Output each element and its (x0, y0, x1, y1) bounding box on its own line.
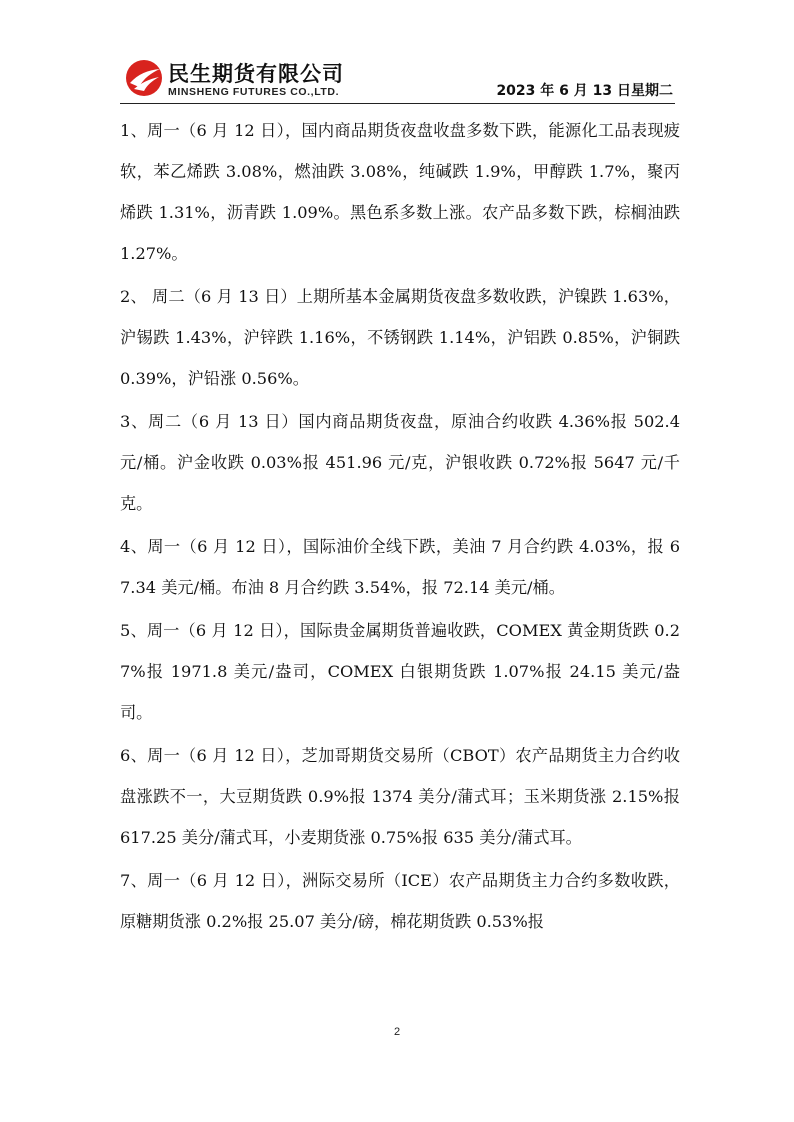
company-name-cn: 民生期货有限公司 (168, 62, 344, 86)
news-item-5: 5、周一（6 月 12 日），国际贵金属期货普遍收跌，COMEX 黄金期货跌 0.27%报 1971.8 美元/盎司，COMEX 白银期货跌 1.07%报 24.15 美元/盎司。 (120, 621, 680, 722)
news-item-2: 2、 周二（6 月 13 日）上期所基本金属期货夜盘多数收跌，沪镍跌 1.63%，沪锡跌 1.43%，沪锌跌 1.16%，不锈钢跌 1.14%，沪铝跌 0.85%，沪铜跌 0.39%，沪铅涨 0.56%。 (120, 287, 680, 388)
news-item-1: 1、周一（6 月 12 日），国内商品期货夜盘收盘多数下跌，能源化工品表现疲软，苯乙烯跌 3.08%，燃油跌 3.08%，纯碱跌 1.9%，甲醇跌 1.7%，聚丙烯跌 1.31%，沥青跌 1.09%。黑色系多数上涨。农产品多数下跌，棕榈油跌 1.27%。 (120, 121, 680, 263)
news-list (120, 110, 680, 944)
news-item-3: 3、周二（6 月 13 日）国内商品期货夜盘，原油合约收跌 4.36%报 502.4 元/桶。沪金收跌 0.03%报 451.96 元/克，沪银收跌 0.72%报 5647 元/千克。 (120, 412, 680, 513)
news-item-6: 6、周一（6 月 12 日），芝加哥期货交易所（CBOT）农产品期货主力合约收盘涨跌不一，大豆期货跌 0.9%报 1374 美分/蒲式耳；玉米期货涨 2.15%报 617.25 美分/蒲式耳，小麦期货涨 0.75%报 635 美分/蒲式耳。 (120, 746, 680, 847)
news-item-4: 4、周一（6 月 12 日），国际油价全线下跌，美油 7 月合约跌 4.03%，报 67.34 美元/桶。布油 8 月合约跌 3.54%，报 72.14 美元/桶。 (120, 537, 680, 597)
news-item-7: 7、周一（6 月 12 日），洲际交易所（ICE）农产品期货主力合约多数收跌，原糖期货涨 0.2%报 25.07 美分/磅，棉花期货跌 0.53%报 (120, 871, 680, 931)
header-divider (120, 103, 675, 104)
report-date: 2023 年 6 月 13 日星期二 (496, 83, 673, 99)
company-logo (124, 56, 364, 100)
minsheng-swoosh-logo-icon (124, 58, 164, 98)
page-header (120, 52, 675, 102)
page-number: 2 (393, 1026, 401, 1038)
company-name-en: MINSHENG FUTURES CO.,LTD. (168, 86, 340, 98)
